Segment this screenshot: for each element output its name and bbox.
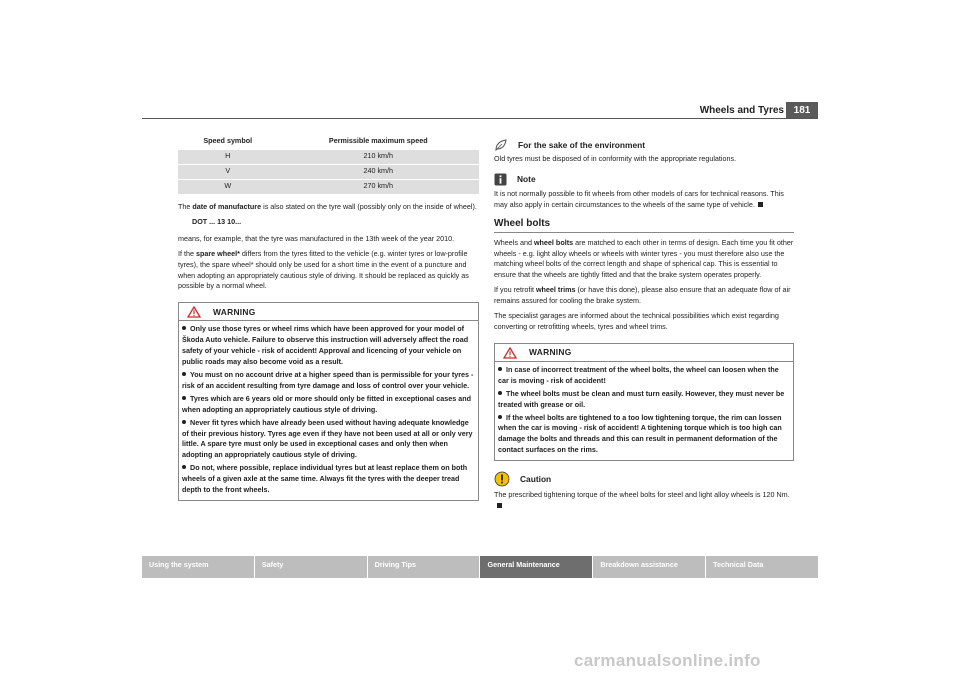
date-of-manufacture-term: date of manufacture — [192, 202, 262, 211]
section-end-mark — [758, 202, 763, 207]
header-rule — [142, 118, 818, 119]
table-cell: 270 km/h — [278, 179, 480, 194]
wheel-trims-term: wheel trims — [535, 285, 576, 295]
caution-text: The prescribed tightening torque of the wheel bolts for steel and light alloy wheels is 120 Nm. — [494, 490, 794, 512]
bullet-icon — [498, 391, 502, 395]
warning-triangle-icon — [503, 347, 517, 359]
warning-title: WARNING — [213, 306, 256, 317]
table-cell: H — [178, 149, 278, 164]
bullet-icon — [498, 367, 502, 371]
dot-explanation-paragraph: means, for example, that the tyre was manufactured in the 13th week of the year 2010. — [178, 233, 455, 243]
dot-code: DOT ... 13 10... — [192, 216, 242, 226]
spare-wheel-term: spare wheel* — [195, 248, 240, 258]
page-title: Wheels and Tyres — [699, 105, 784, 116]
table-cell: 210 km/h — [278, 149, 480, 164]
tab-general-maintenance[interactable]: General Maintenance — [480, 556, 593, 578]
date-of-manufacture-paragraph: The date of manufacture is also stated on the tyre wall (possibly only on the inside of wheel). — [178, 202, 477, 211]
warning-item: Tyres which are 6 years old or more should only be fitted in exceptional cases and when adopting an appropriately cautious style of driving. — [182, 393, 472, 414]
table-row — [178, 149, 479, 164]
speed-symbol-table — [178, 135, 479, 194]
warning-triangle-icon — [187, 306, 201, 318]
environment-title: For the sake of the environment — [518, 139, 646, 150]
environment-text: Old tyres must be disposed of in conformity with the appropriate regulations. — [494, 154, 737, 163]
specialist-garages-paragraph: The specialist garages are informed about the technical possibilities which exist regarding converting or retrofitting wheels, tyres and wheel trims. — [494, 311, 779, 331]
warning-item: Do not, where possible, replace individual tyres but at least replace them on both wheels of a given axle at the same time. Always fit the tyres with the deeper tread depth to the front wheels. — [182, 463, 468, 495]
bullet-icon — [182, 465, 186, 469]
caution-title: Caution — [520, 473, 552, 484]
warning-item: If the wheel bolts are tightened to a too low tightening torque, the rim can lossen when the car is moving - risk of accident! A tightening torque which is too high can damage the bolts and threads and this can result in permanent deformation of the contact surfaces on the rims. — [498, 412, 782, 455]
page-header — [0, 0, 960, 120]
warning-item: You must on no account drive at a higher speed than is permissible for your tyres - risk of an accident resulting from tyre damage and loss of control over your vehicle. — [182, 369, 474, 390]
tab-safety[interactable]: Safety — [255, 556, 368, 578]
wheel-bolts-paragraph-1: Wheels and wheel bolts are matched to each other in terms of design. Each time you fit other wheels - e.g. light alloy wheels or wheels with winter tyres - you must therefore also use the matching wheel bolts of the correct length and shape of spherical cap. This is essential to ensure that the wheels are tightly fitted and that the brake system operates properly. — [494, 237, 794, 280]
note-heading — [494, 173, 794, 186]
table-header-speed-symbol: Speed symbol — [203, 136, 253, 146]
table-header-max-speed: Permissible maximum speed — [328, 136, 428, 146]
warning-header — [495, 344, 793, 362]
bullet-icon — [182, 396, 186, 400]
table-cell: V — [178, 164, 278, 179]
warning-item: Never fit tyres which have already been used without having adequate knowledge of their previous history. Tyres age even if they have not been used at all or only very little. A spare tyre must only be used in exceptional cases and only then when adopting an appropriately cautious style of driving. — [182, 417, 473, 460]
warning-title: WARNING — [529, 347, 572, 358]
table-header-row — [178, 135, 479, 149]
warning-item: The wheel bolts must be clean and must turn easily. However, they must never be treated with grease or oil. — [498, 388, 785, 409]
watermark: carmanualsonline.info — [574, 651, 761, 670]
warning-header — [179, 303, 478, 321]
bullet-icon — [498, 415, 502, 419]
right-column — [494, 137, 794, 516]
table-cell: W — [178, 179, 278, 194]
note-title: Note — [517, 173, 536, 184]
bullet-icon — [182, 420, 186, 424]
environment-heading — [494, 139, 794, 151]
caution-heading — [494, 471, 794, 487]
caution-exclamation-icon — [494, 471, 510, 487]
bullet-icon — [182, 326, 186, 330]
wheel-bolts-term: wheel bolts — [533, 237, 574, 247]
note-info-icon — [494, 173, 507, 186]
table-cell: 240 km/h — [278, 164, 480, 179]
warning-body — [179, 321, 478, 500]
table-row — [178, 164, 479, 179]
tyre-warning-box — [178, 302, 479, 501]
warning-item: In case of incorrect treatment of the wheel bolts, the wheel can loosen when the car is moving - risk of accident! — [498, 364, 779, 385]
section-end-mark — [497, 503, 502, 508]
spare-wheel-paragraph: If the spare wheel* differs from the tyres fitted to the vehicle (e.g. winter tyres or low-profile tyres), the spare wheel* should only be used for a short time in the event of a puncture and when adopting an appropriately cautious style of driving. It should be replaced as quickly as possible by a normal wheel. — [178, 248, 469, 291]
chapter-tabs — [142, 556, 818, 578]
note-text: It is not normally possible to fit wheels from other models of cars for technical reasons. This may also apply in certain circumstances to the wheels of the same type of vehicle. — [494, 188, 784, 209]
bullet-icon — [182, 372, 186, 376]
table-row — [178, 179, 479, 194]
wheel-bolts-warning-box — [494, 343, 794, 461]
tab-driving-tips[interactable]: Driving Tips — [368, 556, 481, 578]
tab-using-the-system[interactable]: Using the system — [142, 556, 255, 578]
left-column — [178, 135, 479, 501]
wheel-trims-paragraph: If you retrofit wheel trims (or have this done), please also ensure that an adequate flow of air remains assured for cooling the brake system. — [494, 285, 791, 306]
wheel-bolts-section-title: Wheel bolts — [494, 219, 794, 233]
warning-item: Only use those tyres or wheel rims which have been approved for your model of Škoda Auto vehicle. Failure to observe this instruction will adversely affect the road safety of your vehicle - risk of accident! Approval and licencing of your vehicle on public roads may also become void as a result. — [182, 324, 469, 367]
warning-body — [495, 362, 793, 460]
tab-technical-data[interactable]: Technical Data — [706, 556, 818, 578]
page-number: 181 — [786, 102, 818, 119]
environment-leaf-icon — [494, 139, 508, 151]
tab-breakdown-assistance[interactable]: Breakdown assistance — [593, 556, 706, 578]
